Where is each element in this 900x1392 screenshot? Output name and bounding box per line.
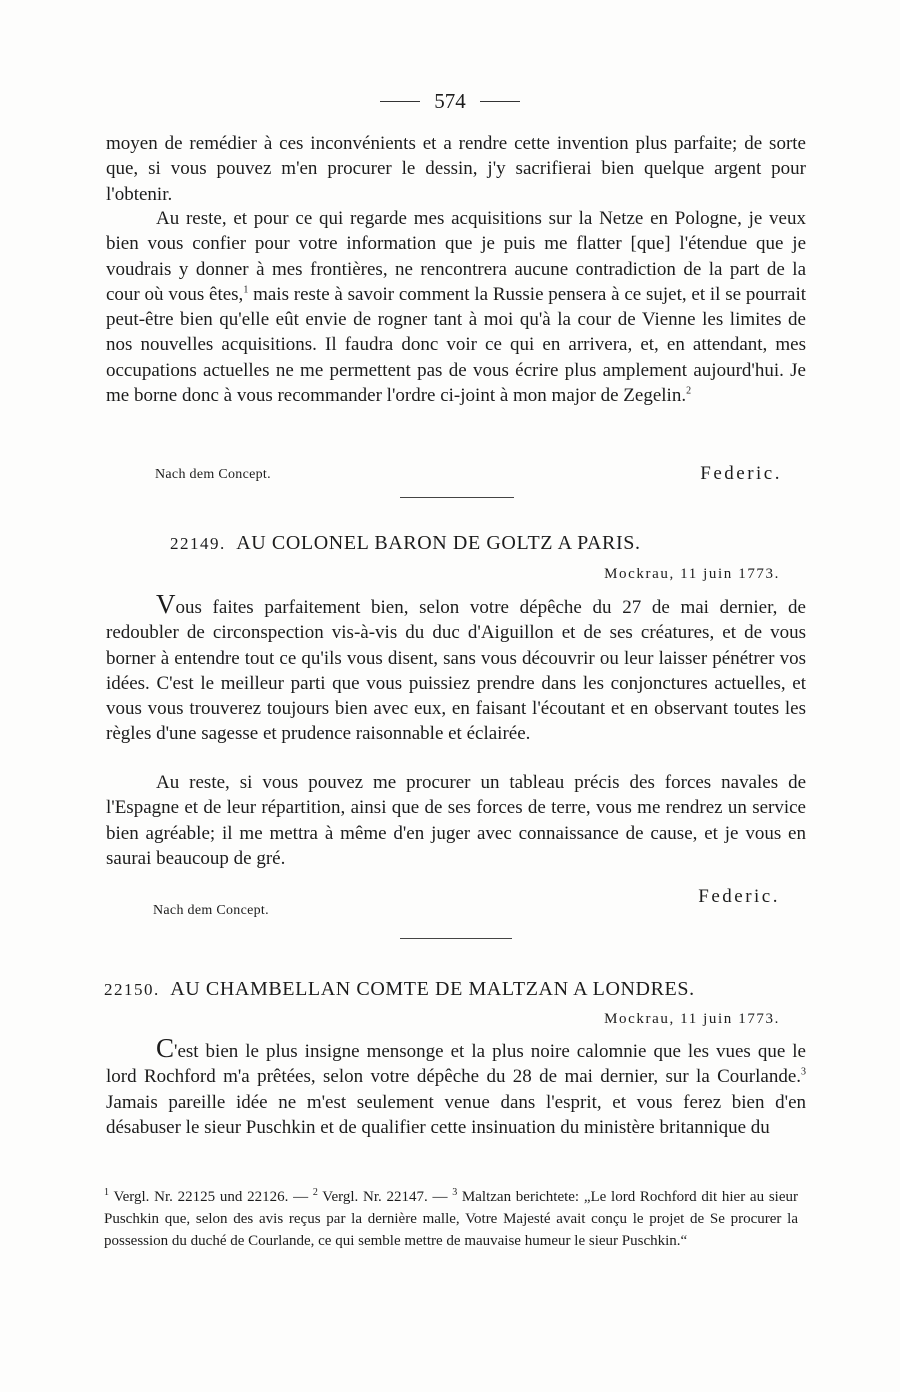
continuation-paragraph-2-part-b: mais reste à savoir comment la Russie pensera à ce sujet, et il se pourrait peut-être bien qu'elle eût envie de rogner tant à moi qu'à la cour de Vienne les limites de nos nouvelles acquisitions. Il faudra donc voir ce qui en arrivera, et, en attendant, mes occupations actuelles ne me permettent pas de vous écrire plus amplement aujourd'hui. Je me borne donc à vous recommander l'ordre ci-joint à mon major de Zegelin. (106, 283, 806, 407)
header-dash-right (480, 101, 520, 102)
continuation-paragraph-1: moyen de remédier à ces inconvénients et a rendre cette invention plus parfaite; de sorte que, si vous pouvez m'en procurer le dessin, j'y sacrifierai bien quelque argent pour l'obtenir. (106, 133, 806, 205)
drop-cap: V (156, 589, 176, 619)
footnote-ref-3: 3 (801, 1066, 806, 1078)
letter-22150-paragraph-1-part-b: Jamais pareille idée ne m'est seulement venue dans l'esprit, et vous ferez bien d'en désabuser le sieur Puschkin et de qualifier cette insinuation du ministère britannique du (106, 1091, 806, 1138)
letter-heading-22149 (170, 532, 810, 555)
source-note: Nach dem Concept. (153, 903, 269, 918)
letter-number: 22149. (170, 534, 226, 553)
footnote-mark-2: 2 (312, 1187, 318, 1198)
footnote-2: Vergl. Nr. 22147. — (317, 1189, 453, 1205)
continuation-paragraph-2 (106, 206, 806, 408)
footnote-mark-1: 1 (104, 1187, 109, 1198)
letter-title: AU CHAMBELLAN COMTE DE MALTZAN A LONDRES. (170, 978, 695, 1000)
letter-number: 22150. (104, 980, 160, 999)
footnote-mark-3: 3 (452, 1187, 458, 1198)
footnote-1: Vergl. Nr. 22125 und 22126. — (109, 1189, 313, 1205)
footnotes (104, 1186, 798, 1252)
signature: Federic. (700, 463, 782, 484)
letter-22149-paragraph-1-text: ous faites parfaitement bien, selon votre dépêche du 27 de mai dernier, de redoubler de circonspection vis-à-vis du duc d'Aiguillon et de ses créatures, et de vous borner à entendre tout ce qu'ils vous disent, sans vous découvrir ou leur laisser pénétrer vos idées. C'est le meilleur parti que vous puissiez prendre dans les conjonctures actuelles, et vous vous trouverez toujours bien avec eux, en faisant l'écoutant et en observant toutes les règles d'une sagesse et prudence raisonnable et éclairée. (106, 597, 806, 745)
source-note: Nach dem Concept. (155, 467, 271, 482)
footnote-3: Maltzan berichtete: „Le lord Rochford dit hier au sieur Puschkin que, selon des avis reçus par la dernière malle, Votre Majesté avait conçu le projet de Se procurer la possession du duché de Courlande, ce qui semble mettre de mauvaise humeur le sieur Puschkin.“ (104, 1189, 798, 1249)
letter-22149-paragraph-2: Au reste, si vous pouvez me procurer un tableau précis des forces navales de l'Espagne et de leur répartition, ainsi que de ses forces de terre, vous me rendrez un service bien agréable; il me mettra à même d'en juger avec connaissance de cause, et je vous en saurai beaucoup de gré. (106, 772, 806, 869)
letter-heading-22150 (104, 978, 804, 1001)
section-divider (400, 497, 514, 498)
footnote-ref-2: 2 (686, 385, 692, 397)
footnote-ref-1: 1 (243, 284, 249, 296)
letter-22149-paragraph-1 (106, 589, 806, 747)
page-number: 574 (434, 88, 466, 113)
letter-22150-paragraph-1-part-a: 'est bien le plus insigne mensonge et la plus noire calomnie que les vues que le lord Rochford m'a prêtées, selon votre dépêche du 28 de mai dernier, sur la Courlande. (106, 1041, 806, 1088)
letter-title: AU COLONEL BARON DE GOLTZ A PARIS. (236, 532, 641, 554)
letter-22150-paragraph-1 (106, 1033, 806, 1140)
signature: Federic. (698, 886, 780, 907)
section-divider (400, 938, 512, 939)
dateline-22150: Mockrau, 11 juin 1773. (604, 1011, 780, 1027)
drop-cap: C (156, 1033, 175, 1063)
header-dash-left (380, 101, 420, 102)
page-header (0, 86, 900, 116)
continuation-paragraph-2-part-a: Au reste, et pour ce qui regarde mes acquisitions sur la Netze en Pologne, je veux bien vous confier pour votre information que je puis me flatter [que] l'étendue que je voudrais y donner à mes frontières, ne rencontrera aucune contradiction de la part de la cour où vous êtes, (106, 208, 806, 305)
dateline-22149: Mockrau, 11 juin 1773. (604, 566, 780, 582)
